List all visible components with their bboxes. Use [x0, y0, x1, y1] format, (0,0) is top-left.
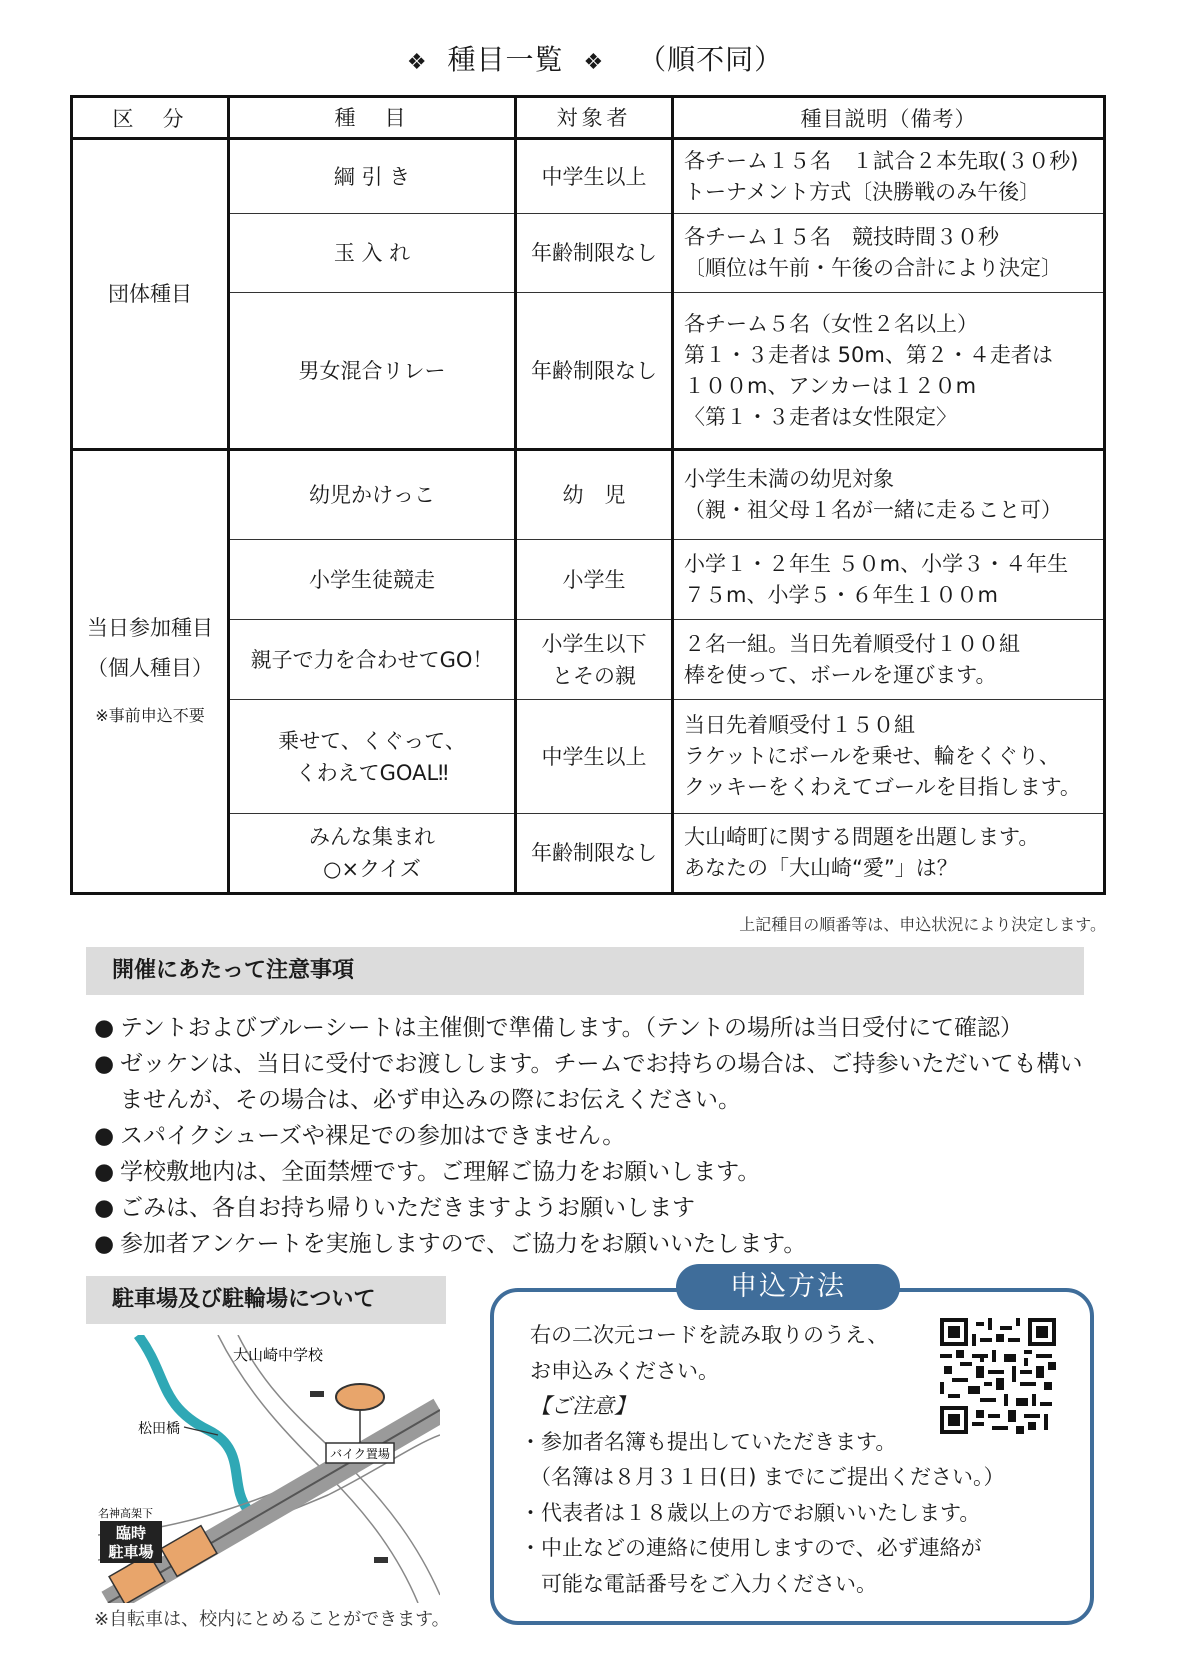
highway-label: 名神高架下 — [98, 1507, 153, 1520]
list-item: ● 学校敷地内は、全面禁煙です。ご理解ご協力をお願いします。 — [94, 1154, 1094, 1190]
school-building — [336, 1384, 384, 1410]
item-cell — [229, 214, 516, 293]
target-label: 年齢制限なし — [531, 358, 657, 383]
target-label: 幼 児 — [562, 483, 626, 507]
target-cell — [516, 814, 673, 894]
bike-label: バイク置場 — [330, 1447, 390, 1461]
temp-label-2: 駐車場 — [108, 1543, 154, 1561]
list-item: ● ごみは、各自お持ち帰りいただきますようお願いします — [94, 1190, 1094, 1226]
category-note: ※事前申込不要 — [95, 705, 205, 725]
item-cell — [229, 293, 516, 450]
list-item: ● ゼッケンは、当日に受付でお渡しします。チームでお持ちの場合は、ご持参いただいても構いませんが、その場合は、必ず申込みの際にお伝えください。 — [94, 1046, 1094, 1118]
target-cell — [516, 450, 673, 540]
qr-code-icon[interactable] — [940, 1318, 1056, 1434]
title-suffix: （順不同） — [638, 43, 784, 76]
category-sublabel: （個人種目） — [87, 655, 213, 680]
notices-heading: 開催にあたって注意事項 — [86, 947, 1084, 995]
desc-cell — [673, 293, 1105, 450]
target-label: 中学生以上 — [541, 164, 647, 189]
desc-line: クッキーをくわえてゴールを目指します。 — [684, 775, 1081, 799]
apply-text — [520, 1318, 1005, 1602]
desc-line: トーナメント方式〔決勝戦のみ午後〕 — [684, 179, 1041, 204]
map-caption: ※自転車は、校内にとめることができます。 — [94, 1609, 450, 1630]
item-label: 綱 引 き — [333, 164, 411, 189]
traffic-light-icon — [374, 1557, 388, 1563]
desc-cell — [673, 450, 1105, 540]
target-label: 小学生以下 — [541, 631, 647, 656]
apply-line: ・代表者は１８歳以上の方でお願いいたします。 — [520, 1500, 981, 1525]
item-label: 親子で力を合わせてGO！ — [250, 647, 494, 672]
item-label: 男女混合リレー — [298, 358, 446, 383]
category-label: 団体種目 — [108, 282, 192, 306]
desc-line: １００m、アンカーは１２０m — [684, 373, 977, 398]
target-cell — [516, 139, 673, 214]
desc-line: 〈第１・３走者は女性限定〉 — [684, 404, 957, 429]
desc-line: 棒を使って、ボールを運びます。 — [684, 662, 997, 687]
desc-cell — [673, 139, 1105, 214]
category-label: 当日参加種目 — [87, 615, 213, 640]
category-cell — [72, 139, 229, 450]
apply-line: お申込みください。 — [530, 1358, 719, 1383]
header-desc: 種目説明（備考） — [673, 97, 1105, 139]
target-cell — [516, 700, 673, 814]
title-text: 種目一覧 — [447, 43, 564, 76]
item-label: 玉 入 れ — [333, 241, 411, 265]
apply-line: ・参加者名簿も提出していただきます。 — [520, 1429, 897, 1454]
parking-map — [98, 1335, 440, 1603]
desc-line: 各チーム１５名 １試合２本先取(３０秒) — [684, 148, 1079, 173]
target-label: 中学生以上 — [541, 744, 647, 769]
item-cell — [229, 450, 516, 540]
apply-caution: 【ご注意】 — [530, 1394, 635, 1418]
desc-cell — [673, 620, 1105, 700]
header-category: 区 分 — [72, 97, 229, 139]
desc-line: 各チーム５名（女性２名以上） — [684, 311, 978, 336]
apply-line: （名簿は８月３１日(日) までにご提出ください。） — [530, 1465, 1005, 1489]
school-label: 大山崎中学校 — [233, 1346, 324, 1364]
desc-cell — [673, 540, 1105, 620]
desc-line: 当日先着順受付１５０組 — [684, 713, 915, 737]
item-cell — [229, 540, 516, 620]
target-label: 年齢制限なし — [531, 841, 657, 865]
bridge-label: 松田橋 — [138, 1421, 180, 1437]
target-cell — [516, 620, 673, 700]
apply-line: ・中止などの連絡に使用しますので、必ず連絡が — [520, 1536, 982, 1560]
target-label: とその親 — [552, 663, 636, 688]
desc-line: 第１・３走者は 50m、第２・４走者は — [684, 342, 1053, 367]
list-item: ● テントおよびブルーシートは主催側で準備します。（テントの場所は当日受付にて確認） — [94, 1010, 1094, 1046]
item-label: みんな集まれ — [309, 825, 435, 849]
events-table — [70, 95, 1106, 895]
page-title — [0, 38, 1180, 78]
apply-tab: 申込方法 — [676, 1264, 900, 1310]
diamond-icon: ❖ — [583, 50, 605, 75]
desc-line: あなたの「大山崎“愛”」は？ — [684, 856, 958, 880]
traffic-light-icon — [310, 1391, 324, 1397]
parking-heading: 駐車場及び駐輪場について — [86, 1276, 446, 1324]
list-item: ● 参加者アンケートを実施しますので、ご協力をお願いいたします。 — [94, 1226, 1094, 1262]
diamond-icon: ❖ — [406, 50, 428, 75]
item-cell — [229, 620, 516, 700]
category-cell — [72, 450, 229, 894]
desc-line: 各チーム１５名 競技時間３０秒 — [684, 225, 999, 249]
notices-list — [94, 1010, 1094, 1262]
target-label: 年齢制限なし — [531, 241, 657, 265]
item-label: 乗せて、くぐって、 — [278, 728, 466, 753]
item-cell — [229, 814, 516, 894]
item-cell — [229, 139, 516, 214]
desc-line: 大山崎町に関する問題を出題します。 — [684, 825, 1040, 849]
item-label: 幼児かけっこ — [309, 483, 435, 507]
item-label: ○×クイズ — [323, 857, 421, 881]
desc-line: ラケットにボールを乗せ、輪をくぐり、 — [684, 744, 1060, 768]
target-cell — [516, 214, 673, 293]
table-row — [72, 450, 1105, 540]
desc-line: （親・祖父母１名が一緒に走ること可） — [684, 498, 1062, 522]
apply-line: 可能な電話番号をご入力ください。 — [520, 1571, 877, 1596]
header-target: 対象者 — [516, 97, 673, 139]
desc-cell — [673, 700, 1105, 814]
target-label: 小学生 — [562, 567, 626, 592]
list-item: ● スパイクシューズや裸足での参加はできません。 — [94, 1118, 1094, 1154]
desc-line: ７５m、小学５・６年生１００m — [684, 582, 998, 607]
desc-cell — [673, 814, 1105, 894]
target-cell — [516, 540, 673, 620]
desc-line: 小学１・２年生 ５０m、小学３・４年生 — [684, 551, 1069, 576]
desc-line: 小学生未満の幼児対象 — [684, 467, 894, 491]
desc-cell — [673, 214, 1105, 293]
target-cell — [516, 293, 673, 450]
item-cell — [229, 700, 516, 814]
desc-line: 〔順位は午前・午後の合計により決定〕 — [684, 256, 1062, 280]
item-label: 小学生徒競走 — [309, 567, 435, 592]
table-row — [72, 139, 1105, 214]
item-label: くわえてGOAL‼ — [295, 760, 449, 785]
table-footnote: 上記種目の順番等は、申込状況により決定します。 — [739, 915, 1106, 934]
header-item: 種 目 — [229, 97, 516, 139]
apply-line: 右の二次元コードを読み取りのうえ、 — [530, 1323, 889, 1347]
desc-line: ２名一組。当日先着順受付１００組 — [684, 631, 1020, 656]
temp-label-1: 臨時 — [115, 1524, 147, 1542]
